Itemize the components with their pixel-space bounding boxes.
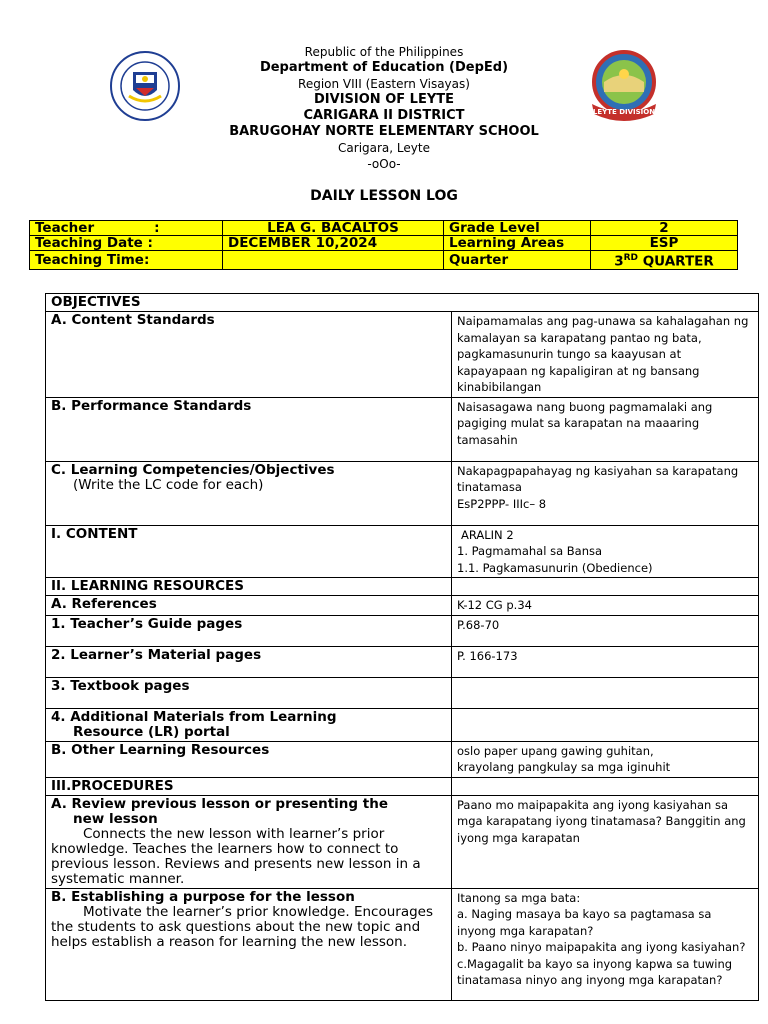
competencies-code: EsP2PPP- IIIc– 8 (457, 496, 547, 511)
table-row (46, 646, 759, 677)
quarter-value (591, 251, 738, 270)
grade-label: Grade Level (444, 221, 591, 236)
document-header (0, 44, 768, 172)
table-row (46, 888, 759, 1000)
district-line: CARIGARA II DISTRICT (303, 108, 465, 123)
lm-pages-text: P. 166-173 (452, 646, 759, 677)
other-resources-label: B. Other Learning Resources (46, 741, 452, 777)
region-line: Region VIII (Eastern Visayas) (298, 77, 470, 91)
leyte-banner-text: LEYTE DIVISION (592, 108, 656, 116)
tg-pages-label: 1. Teacher’s Guide pages (46, 615, 452, 646)
purpose-text-cell (452, 888, 759, 1000)
purpose-question-2: b. Paano ninyo maipapakita ang iyong kasiyahan? (457, 940, 746, 954)
date-label: Teaching Date : (30, 236, 223, 251)
content-text-cell (452, 525, 759, 578)
lm-pages-label: 2. Learner’s Material pages (46, 646, 452, 677)
division-line: DIVISION OF LEYTE (314, 92, 454, 107)
empty-cell (452, 777, 759, 795)
lesson-plan-table (45, 293, 759, 1001)
grade-value: 2 (591, 221, 738, 236)
review-text: Paano mo maipapakita ang iyong kasiyahan sa mga karapatang iyong tinatamasa? Banggitin ang iyong mga karapatan (452, 795, 759, 888)
table-row (46, 615, 759, 646)
references-text: K-12 CG p.34 (452, 596, 759, 616)
other-resources-line-2: krayolang pangkulay sa mga iginuhit (457, 760, 671, 774)
objectives-heading: OBJECTIVES (46, 294, 759, 312)
content-item-1: 1. Pagmamahal sa Bansa (457, 544, 603, 558)
ornament-line: -oOo- (367, 157, 401, 171)
info-table (29, 220, 738, 270)
areas-value: ESP (591, 236, 738, 251)
performance-standards-text: Naisasagawa nang buong pagmamalaki ang pagiging mulat sa karapatan na maaaring tamasahin (452, 397, 759, 461)
additional-materials-cell (46, 708, 452, 741)
competencies-note: (Write the LC code for each) (73, 476, 264, 493)
content-standards-text: Naipamamalas ang pag-unawa sa kahalagahan ng kamalayan sa karapatang pantao ng bata, pagkamasunurin tungo sa kaayusan at kapayapaan ng kapaligiran at ng bansang kinabibilangan (452, 312, 759, 398)
learning-resources-heading: II. LEARNING RESOURCES (46, 578, 452, 596)
info-row (30, 236, 738, 251)
content-standards-label: A. Content Standards (46, 312, 452, 398)
teacher-value: LEA G. BACALTOS (223, 221, 444, 236)
other-resources-cell (452, 741, 759, 777)
time-value (223, 251, 444, 270)
purpose-description: Motivate the learner’s prior knowledge. Encourages the students to ask questions about the new topic and helps establish a reason for learning the new lesson. (51, 903, 434, 950)
page-title: DAILY LESSON LOG (310, 188, 458, 204)
purpose-question-1: a. Naging masaya ba kayo sa pagtamasa sa inyong mga karapatan? (457, 907, 712, 938)
department-line: Department of Education (DepEd) (259, 60, 509, 75)
review-label-1: A. Review previous lesson or presenting the (51, 795, 388, 812)
content-aralin: ARALIN 2 (461, 527, 514, 542)
table-row (46, 397, 759, 461)
teacher-colon: : (154, 220, 160, 236)
quarter-text: QUARTER (638, 253, 714, 270)
additional-materials-label-2: Resource (LR) portal (73, 723, 230, 740)
table-row (46, 708, 759, 741)
table-row (46, 461, 759, 525)
info-row (30, 251, 738, 270)
table-row (46, 312, 759, 398)
purpose-label: B. Establishing a purpose for the lesson (51, 888, 355, 905)
quarter-label: Quarter (444, 251, 591, 270)
table-row (46, 525, 759, 578)
table-row (46, 795, 759, 888)
country-line: Republic of the Philippines (304, 45, 464, 59)
other-resources-line-1: oslo paper upang gawing guhitan, (457, 743, 654, 758)
school-line: BARUGOHAY NORTE ELEMENTARY SCHOOL (229, 124, 539, 139)
content-label: I. CONTENT (46, 525, 452, 578)
references-label: A. References (46, 596, 452, 616)
competencies-cell (46, 461, 452, 525)
table-row (46, 677, 759, 708)
tg-pages-text: P.68-70 (452, 615, 759, 646)
location-line: Carigara, Leyte (338, 141, 430, 155)
content-item-2: 1.1. Pagkamasunurin (Obedience) (457, 560, 653, 575)
table-row (46, 777, 759, 795)
teacher-label: Teacher (35, 220, 95, 236)
info-row (30, 221, 738, 236)
competencies-text-cell (452, 461, 759, 525)
review-cell (46, 795, 452, 888)
competencies-label: C. Learning Competencies/Objectives (51, 461, 335, 478)
teacher-label-cell (30, 221, 223, 236)
table-row (46, 741, 759, 777)
time-label: Teaching Time: (30, 251, 223, 270)
quarter-superscript: RD (623, 253, 638, 263)
quarter-number: 3 (614, 253, 624, 270)
purpose-question-3: c.Magagalit ba kayo sa inyong kapwa sa tuwing tinatamasa ninyo ang inyong mga karapatan? (457, 956, 733, 987)
purpose-cell (46, 888, 452, 1000)
table-row (46, 578, 759, 596)
table-row (46, 294, 759, 312)
review-label-2: new lesson (73, 810, 158, 827)
additional-materials-text (452, 708, 759, 741)
additional-materials-label-1: 4. Additional Materials from Learning (51, 708, 337, 725)
textbook-pages-label: 3. Textbook pages (46, 677, 452, 708)
competencies-text: Nakapagpapahayag ng kasiyahan sa karapatang tinatamasa (457, 463, 739, 494)
purpose-intro: Itanong sa mga bata: (457, 890, 581, 905)
review-description: Connects the new lesson with learner’s prior knowledge. Teaches the learners how to connect to previous lesson. Reviews and presents new lesson in a systematic manner. (51, 825, 421, 887)
procedures-heading: III.PROCEDURES (46, 777, 452, 795)
performance-standards-label: B. Performance Standards (46, 397, 452, 461)
date-value: DECEMBER 10,2024 (223, 236, 444, 251)
empty-cell (452, 578, 759, 596)
textbook-pages-text (452, 677, 759, 708)
table-row (46, 596, 759, 616)
areas-label: Learning Areas (444, 236, 591, 251)
